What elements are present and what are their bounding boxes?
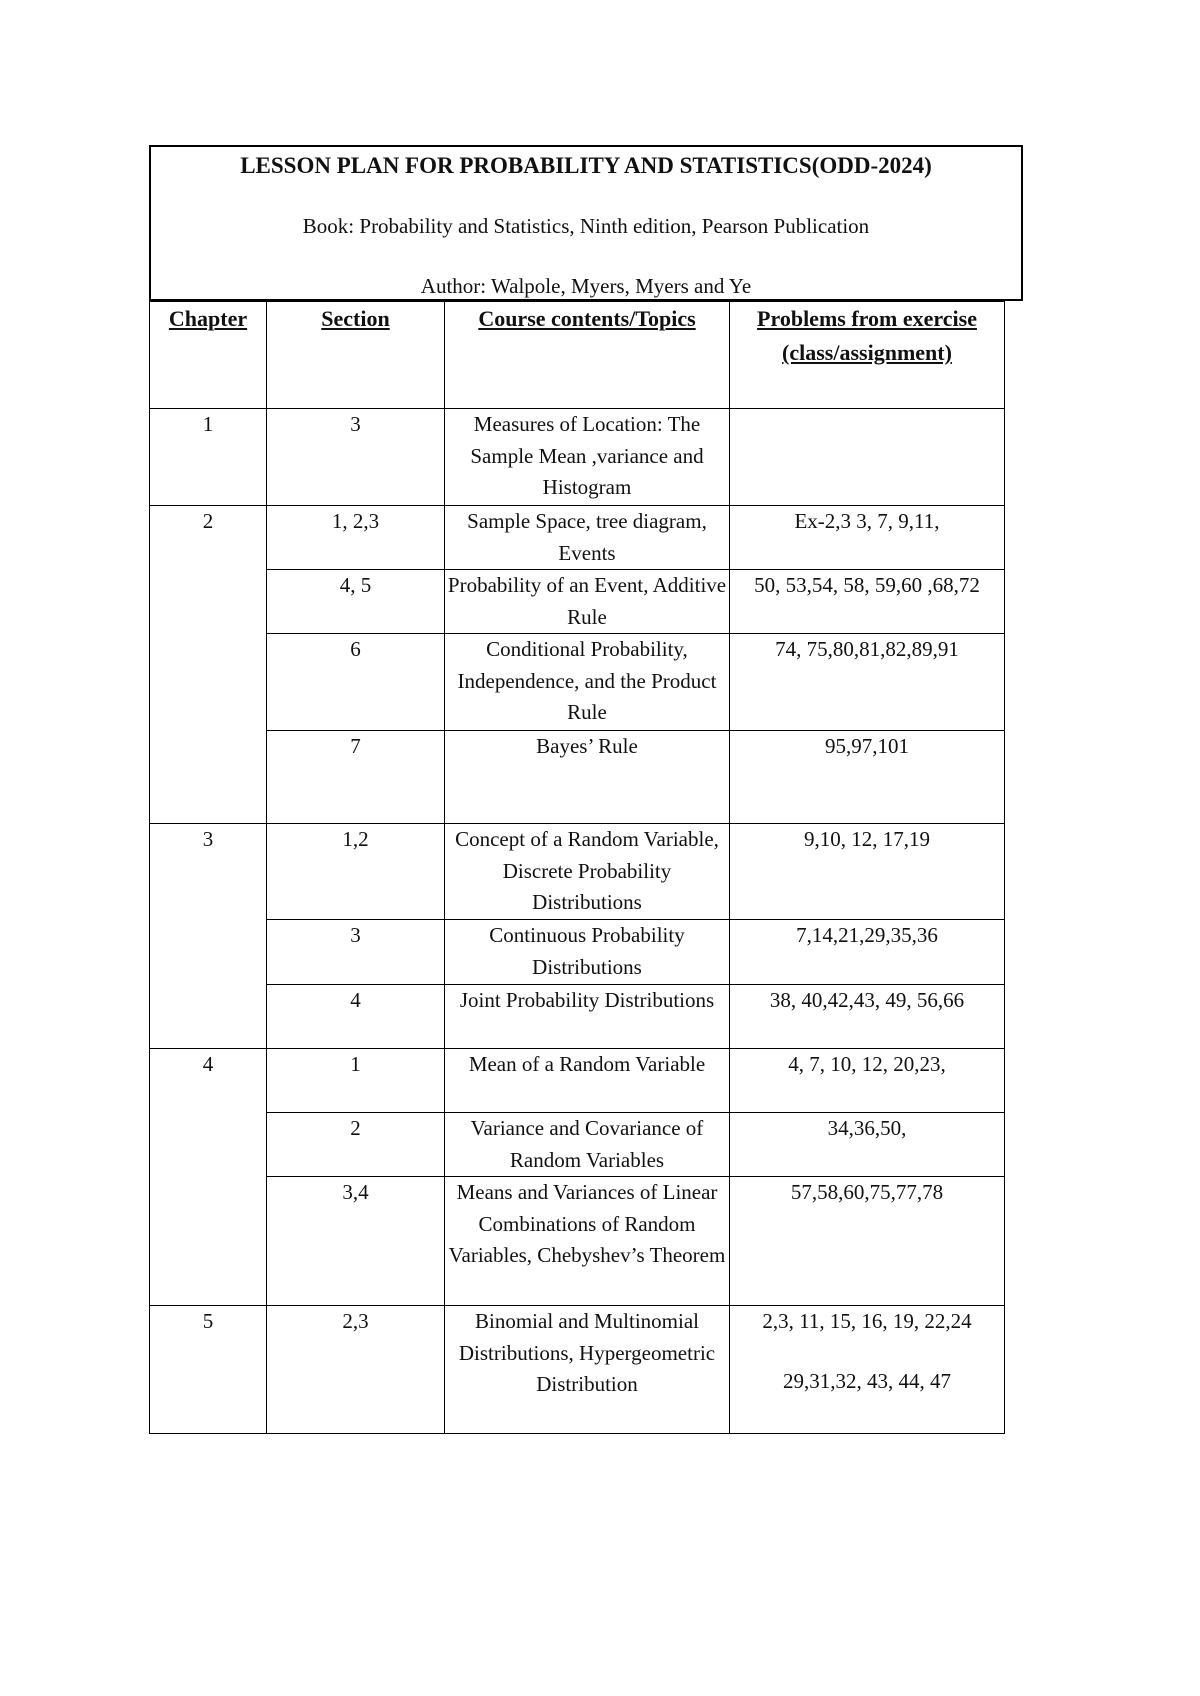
topic-cell: Means and Variances of Linear Combinations of Random Variables, Chebyshev’s Theorem bbox=[445, 1177, 730, 1306]
section-cell: 3 bbox=[267, 920, 445, 985]
col-header-topics: Course contents/Topics bbox=[445, 302, 730, 409]
problems-cell: 7,14,21,29,35,36 bbox=[730, 920, 1005, 985]
chapter-cell: 1 bbox=[150, 409, 267, 506]
section-cell: 3,4 bbox=[267, 1177, 445, 1306]
col-header-chapter: Chapter bbox=[150, 302, 267, 409]
table-row bbox=[150, 506, 1005, 570]
problems-cell bbox=[730, 1306, 1005, 1434]
problems-cell: 9,10, 12, 17,19 bbox=[730, 824, 1005, 920]
topic-cell: Mean of a Random Variable bbox=[445, 1049, 730, 1113]
section-cell: 2 bbox=[267, 1113, 445, 1177]
topic-cell: Variance and Covariance of Random Variables bbox=[445, 1113, 730, 1177]
topic-cell: Binomial and Multinomial Distributions, Hypergeometric Distribution bbox=[445, 1306, 730, 1434]
problems-line: 2,3, 11, 15, 16, 19, 22,24 bbox=[762, 1309, 972, 1333]
problems-cell: 74, 75,80,81,82,89,91 bbox=[730, 634, 1005, 731]
section-cell: 6 bbox=[267, 634, 445, 731]
topic-cell: Conditional Probability, Independence, and the Product Rule bbox=[445, 634, 730, 731]
topic-cell: Joint Probability Distributions bbox=[445, 985, 730, 1049]
chapter-cell: 5 bbox=[150, 1306, 267, 1434]
spacer bbox=[732, 1338, 1002, 1366]
section-cell: 2,3 bbox=[267, 1306, 445, 1434]
topic-cell: Continuous Probability Distributions bbox=[445, 920, 730, 985]
table-row bbox=[150, 920, 1005, 985]
problems-cell: 95,97,101 bbox=[730, 731, 1005, 824]
header-box bbox=[149, 145, 1023, 301]
problems-cell: 57,58,60,75,77,78 bbox=[730, 1177, 1005, 1306]
section-cell: 1,2 bbox=[267, 824, 445, 920]
col-header-problems: Problems from exercise (class/assignment) bbox=[730, 302, 1005, 409]
table-header-row bbox=[150, 302, 1005, 409]
section-cell: 1, 2,3 bbox=[267, 506, 445, 570]
table-row bbox=[150, 824, 1005, 920]
table-row bbox=[150, 1306, 1005, 1434]
problems-cell: Ex-2,3 3, 7, 9,11, bbox=[730, 506, 1005, 570]
section-cell: 1 bbox=[267, 1049, 445, 1113]
chapter-cell: 2 bbox=[150, 506, 267, 824]
table-row bbox=[150, 1177, 1005, 1306]
problems-cell bbox=[730, 409, 1005, 506]
section-cell: 4 bbox=[267, 985, 445, 1049]
problems-line: 29,31,32, 43, 44, 47 bbox=[783, 1368, 951, 1393]
lesson-plan-table bbox=[149, 301, 1005, 1434]
table-row bbox=[150, 1049, 1005, 1113]
problems-cell: 4, 7, 10, 12, 20,23, bbox=[730, 1049, 1005, 1113]
problems-cell: 34,36,50, bbox=[730, 1113, 1005, 1177]
table-row bbox=[150, 1113, 1005, 1177]
table-row bbox=[150, 731, 1005, 824]
table-row bbox=[150, 985, 1005, 1049]
topic-cell: Measures of Location: The Sample Mean ,variance and Histogram bbox=[445, 409, 730, 506]
chapter-cell: 4 bbox=[150, 1049, 267, 1306]
problems-cell: 38, 40,42,43, 49, 56,66 bbox=[730, 985, 1005, 1049]
chapter-cell: 3 bbox=[150, 824, 267, 1049]
section-cell: 7 bbox=[267, 731, 445, 824]
topic-cell: Probability of an Event, Additive Rule bbox=[445, 570, 730, 634]
author-info: Author: Walpole, Myers, Myers and Ye bbox=[420, 274, 752, 298]
table-row bbox=[150, 570, 1005, 634]
book-info: Book: Probability and Statistics, Ninth edition, Pearson Publication bbox=[302, 214, 870, 238]
topic-cell: Sample Space, tree diagram, Events bbox=[445, 506, 730, 570]
col-header-section: Section bbox=[267, 302, 445, 409]
document-title: LESSON PLAN FOR PROBABILITY AND STATISTICS(ODD-2024) bbox=[240, 153, 932, 178]
topic-cell: Bayes’ Rule bbox=[445, 731, 730, 824]
section-cell: 4, 5 bbox=[267, 570, 445, 634]
section-cell: 3 bbox=[267, 409, 445, 506]
problems-cell: 50, 53,54, 58, 59,60 ,68,72 bbox=[730, 570, 1005, 634]
table-row bbox=[150, 634, 1005, 731]
table-row bbox=[150, 409, 1005, 506]
topic-cell: Concept of a Random Variable, Discrete Probability Distributions bbox=[445, 824, 730, 920]
